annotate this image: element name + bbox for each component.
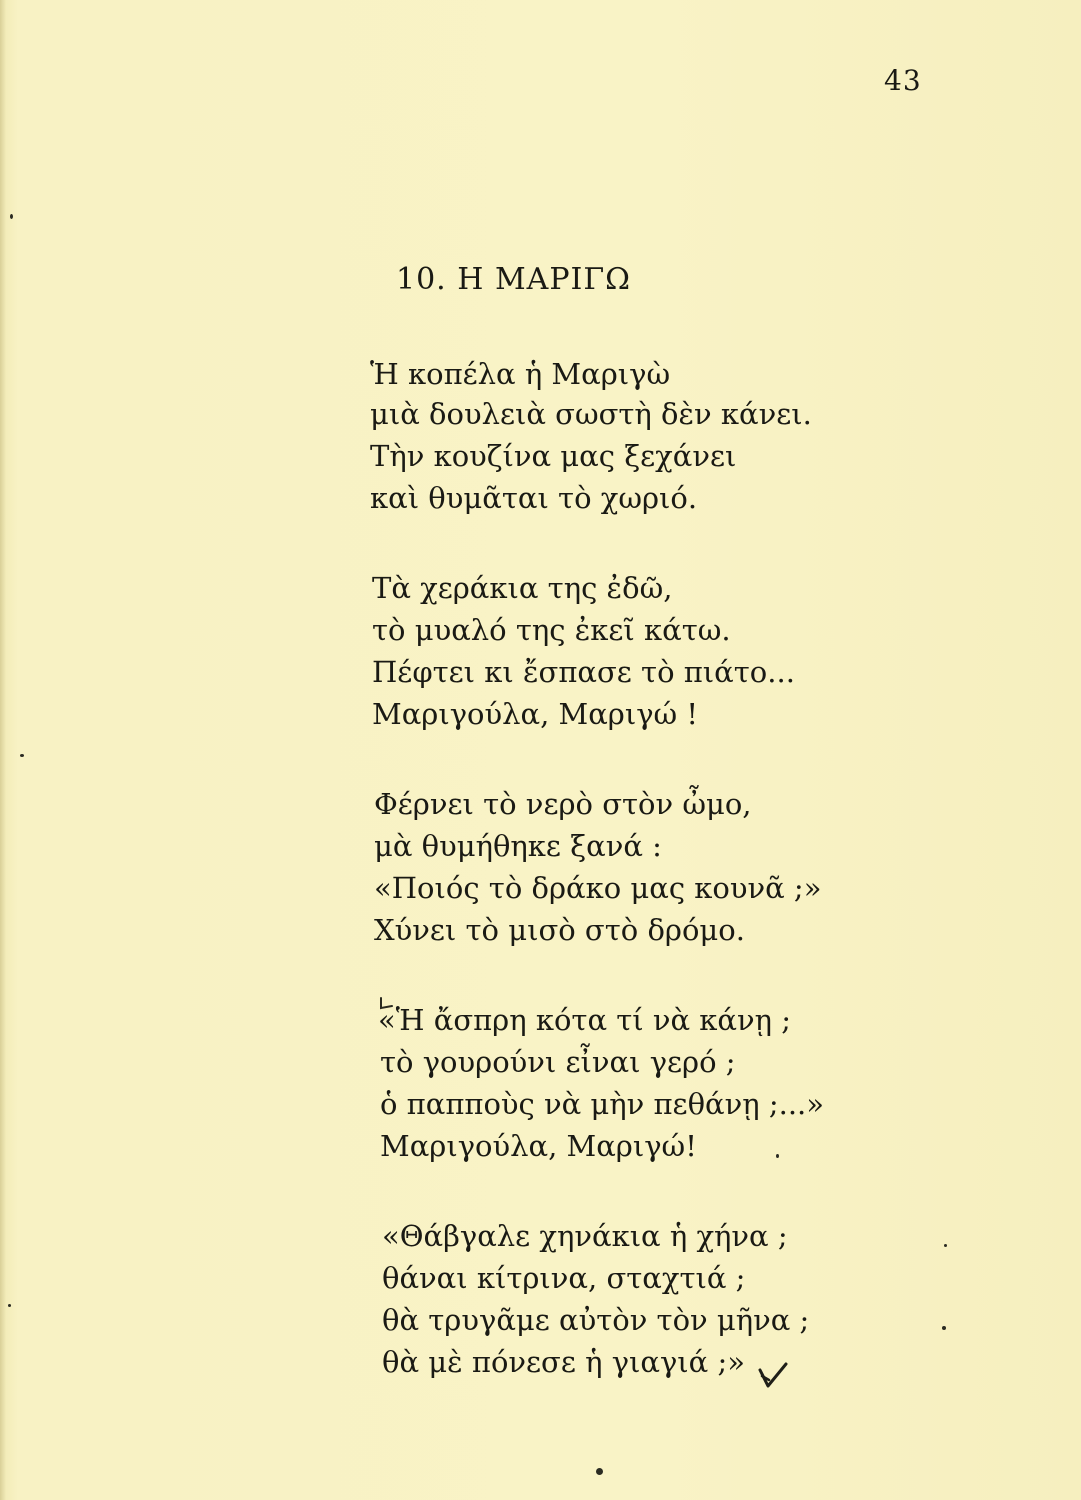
verse-line: Τὴν κουζίνα μας ξεχάνει	[370, 439, 737, 473]
verse-line: θάναι κίτρινα, σταχτιά ;	[382, 1261, 746, 1295]
verse-line: Φέρνει τὸ νερὸ στὸν ὦμο,	[374, 787, 752, 821]
speck	[20, 754, 24, 757]
pencil-check-mark	[756, 1356, 792, 1396]
verse-line: Χύνει τὸ μισὸ στὸ δρόμο.	[374, 913, 745, 947]
page-edge-shadow	[0, 0, 6, 1500]
speck	[942, 1326, 946, 1330]
verse-line: Ἡ κοπέλα ἡ Μαριγὼ	[370, 357, 671, 391]
speck	[10, 214, 13, 219]
speck	[776, 1154, 779, 1158]
verse-line: Πέφτει κι ἔσπασε τὸ πιάτο...	[372, 655, 795, 689]
verse-line: καὶ θυμᾶται τὸ χωριό.	[370, 481, 698, 515]
verse-line: «Ποιός τὸ δράκο μας κουνᾶ ;»	[374, 871, 822, 905]
verse-line: ὁ παπποὺς νὰ μὴν πεθάνῃ ;...»	[380, 1087, 825, 1121]
verse-line: μὰ θυμήθηκε ξανά :	[374, 829, 662, 863]
verse-line: Μαριγούλα, Μαριγώ !	[372, 697, 699, 731]
verse-line: «Ἡ ἄσπρη κότα τί νὰ κάνῃ ;	[378, 1003, 792, 1037]
verse-line: μιὰ δουλειὰ σωστὴ δὲν κάνει.	[370, 397, 812, 431]
speck	[8, 1304, 11, 1307]
verse-line: τὸ μυαλό της ἐκεῖ κάτω.	[372, 613, 731, 647]
verse-line: «Θάβγαλε χηνάκια ἡ χήνα ;	[382, 1219, 788, 1253]
pencil-bracket-mark	[378, 996, 394, 1014]
bottom-dot	[596, 1468, 603, 1475]
verse-line: Μαριγούλα, Μαριγώ!	[380, 1129, 697, 1163]
verse-line: θὰ μὲ πόνεσε ἡ γιαγιά ;»	[382, 1345, 745, 1379]
page-number: 43	[884, 64, 922, 97]
verse-line: Τὰ χεράκια της ἐδῶ,	[372, 571, 673, 605]
speck	[944, 1244, 947, 1247]
verse-line: θὰ τρυγᾶμε αὐτὸν τὸν μῆνα ;	[382, 1303, 810, 1337]
verse-line: τὸ γουρούνι εἶναι γερό ;	[380, 1045, 736, 1079]
poem-title: 10. Η ΜΑΡΙΓΩ	[396, 262, 632, 297]
